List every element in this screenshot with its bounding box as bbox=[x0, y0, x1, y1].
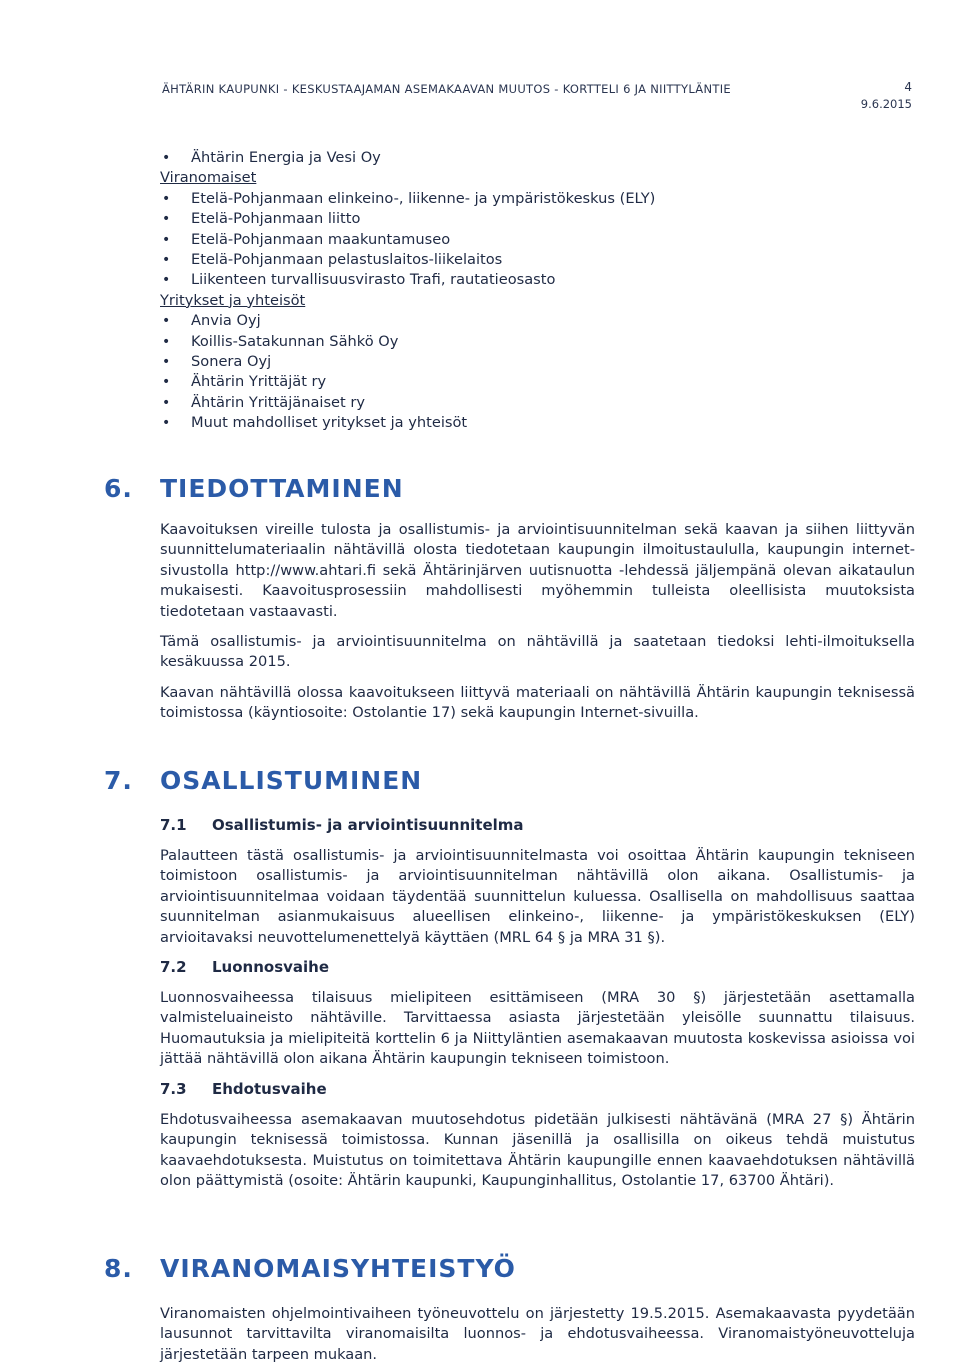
list-item: • Etelä-Pohjanmaan pelastuslaitos-liikelaitos bbox=[160, 250, 915, 270]
list-item: • Etelä-Pohjanmaan liitto bbox=[160, 209, 915, 229]
section-7-heading bbox=[104, 766, 422, 795]
stakeholder-list bbox=[160, 148, 915, 433]
list-item: • Etelä-Pohjanmaan maakuntamuseo bbox=[160, 230, 915, 250]
subsection-title: Ehdotusvaihe bbox=[212, 1080, 327, 1098]
section-number: 7. bbox=[104, 766, 133, 795]
section-6-heading bbox=[104, 474, 404, 503]
subsection-7-3-heading bbox=[160, 1080, 327, 1098]
list-item: • Sonera Oyj bbox=[160, 352, 915, 372]
subsection-number: 7.1 bbox=[160, 816, 187, 834]
subsection-title: Osallistumis- ja arviointisuunnitelma bbox=[212, 816, 524, 834]
list-item: • Ähtärin Yrittäjänaiset ry bbox=[160, 393, 915, 413]
list-item: • Anvia Oyj bbox=[160, 311, 915, 331]
section-6-body bbox=[160, 520, 915, 724]
page-number: 4 bbox=[904, 80, 912, 94]
list-item: • Muut mahdolliset yritykset ja yhteisöt bbox=[160, 413, 915, 433]
section-8-heading bbox=[104, 1254, 516, 1283]
list-item: • Ähtärin Yrittäjät ry bbox=[160, 372, 915, 392]
bullet-list-authorities bbox=[160, 189, 915, 291]
list-item: • Liikenteen turvallisuusvirasto Trafi, rautatieosasto bbox=[160, 270, 915, 290]
paragraph: Tämä osallistumis- ja arviointisuunnitelma on nähtävillä ja saatetaan tiedoksi lehti-ilmoituksella kesäkuussa 2015. bbox=[160, 633, 915, 671]
section-8-body bbox=[160, 1304, 915, 1365]
subsection-title: Luonnosvaihe bbox=[212, 958, 330, 976]
section-title: VIRANOMAISYHTEISTYÖ bbox=[160, 1254, 516, 1283]
subsection-7-3-body bbox=[160, 1110, 915, 1192]
bullet-list-companies bbox=[160, 311, 915, 433]
subsection-number: 7.2 bbox=[160, 958, 187, 976]
section-title: OSALLISTUMINEN bbox=[160, 766, 423, 795]
subsection-7-1-body bbox=[160, 846, 915, 948]
list-item: • Etelä-Pohjanmaan elinkeino-, liikenne- ja ympäristökeskus (ELY) bbox=[160, 189, 915, 209]
subsection-7-2-body bbox=[160, 988, 915, 1070]
paragraph: Kaavan nähtävillä olossa kaavoitukseen liittyvä materiaali on nähtävillä Ähtärin kaupungin teknisessä toimistossa (käyntiosoite: Ostolantie 17) sekä kaupungin Internet-sivuilla. bbox=[160, 683, 915, 722]
paragraph: Kaavoituksen vireille tulosta ja osallistumis- ja arviointisuunnitelman sekä kaavan ja siihen liittyvän suunnittelumateriaalin nähtävillä olosta tiedotetaan kaupungin ilmoitustaululla, kaupungin internet-sivustolla http://www.ahtari.fi sekä Ähtärinjärven uutisnuotta -lehdessä jäljempänä olevan aikataulun mukaisesti. Kaavoitusprosessiin mahdollisesti myöhemmin tulleista oleellisista muutoksista tiedotetaan vastaavasti. bbox=[160, 521, 915, 620]
paragraph: Ehdotusvaiheessa asemakaavan muutosehdotus pidetään julkisesti nähtävänä (MRA 27 §) Ähtärin kaupungin teknisessä toimistossa. Kunnan jäsenillä ja osallisilla on oikeus tehdä muistutus kaavaehdotuksesta. Muistutus on toimitettava Ähtärin kaupungille ennen kaavaehdotuksen nähtävillä olon päättymistä (osoite: Ähtärin kaupunki, Kaupunginhallitus, Ostolantie 17, 63700 Ähtäri). bbox=[160, 1111, 915, 1190]
section-number: 8. bbox=[104, 1254, 133, 1283]
subsection-7-1-heading bbox=[160, 816, 524, 834]
subsection-number: 7.3 bbox=[160, 1080, 187, 1098]
section-title: TIEDOTTAMINEN bbox=[160, 474, 404, 503]
group-title-companies: Yritykset ja yhteisöt bbox=[160, 291, 306, 309]
bullet-list-top bbox=[160, 148, 915, 168]
paragraph: Viranomaisten ohjelmointivaiheen työneuvottelu on järjestetty 19.5.2015. Asemakaavasta pyydetään lausunnot tarvittavilta viranomaisilta luonnos- ja ehdotusvaiheessa. Viranomaistyöneuvotteluja järjestetään tarpeen mukaan. bbox=[160, 1305, 915, 1363]
group-title-authorities: Viranomaiset bbox=[160, 169, 257, 187]
running-header: ÄHTÄRIN KAUPUNKI - KESKUSTAAJAMAN ASEMAKAAVAN MUUTOS - KORTTELI 6 JA NIITTYLÄNTIE bbox=[162, 82, 731, 96]
subsection-7-2-heading bbox=[160, 958, 329, 976]
list-item: • Koillis-Satakunnan Sähkö Oy bbox=[160, 332, 915, 352]
section-number: 6. bbox=[104, 474, 133, 503]
header-date: 9.6.2015 bbox=[860, 97, 912, 111]
list-item: • Ähtärin Energia ja Vesi Oy bbox=[160, 148, 915, 168]
paragraph: Palautteen tästä osallistumis- ja arviointisuunnitelmasta voi osoittaa Ähtärin kaupungin tekniseen toimistoon osallistumis- ja arviointisuunnitelman nähtävillä olon aikana. Osallistumis- ja arviointisuunnitelmaa voidaan täydentää suunnittelun kuluessa. Osallisella on mahdollisuus saattaa suunnitelman asianmukaisuus alueellisen elinkeino-, liikenne- ja ympäristökeskuksen (ELY) arvioitavaksi neuvottelumenettelyä käyttäen (MRL 64 § ja MRA 31 §). bbox=[160, 847, 915, 946]
paragraph: Luonnosvaiheessa tilaisuus mielipiteen esittämiseen (MRA 30 §) järjestetään asettamalla valmisteluaineisto nähtäville. Tarvittaessa asiasta järjestetään yleisölle suunnattu tilaisuus. Huomautuksia ja mielipiteitä korttelin 6 ja Niittyläntien asemakaavan muutosta koskevissa asioissa voi jättää nähtävillä olon aikana Ähtärin kaupungin tekniseen toimistoon. bbox=[160, 989, 915, 1068]
